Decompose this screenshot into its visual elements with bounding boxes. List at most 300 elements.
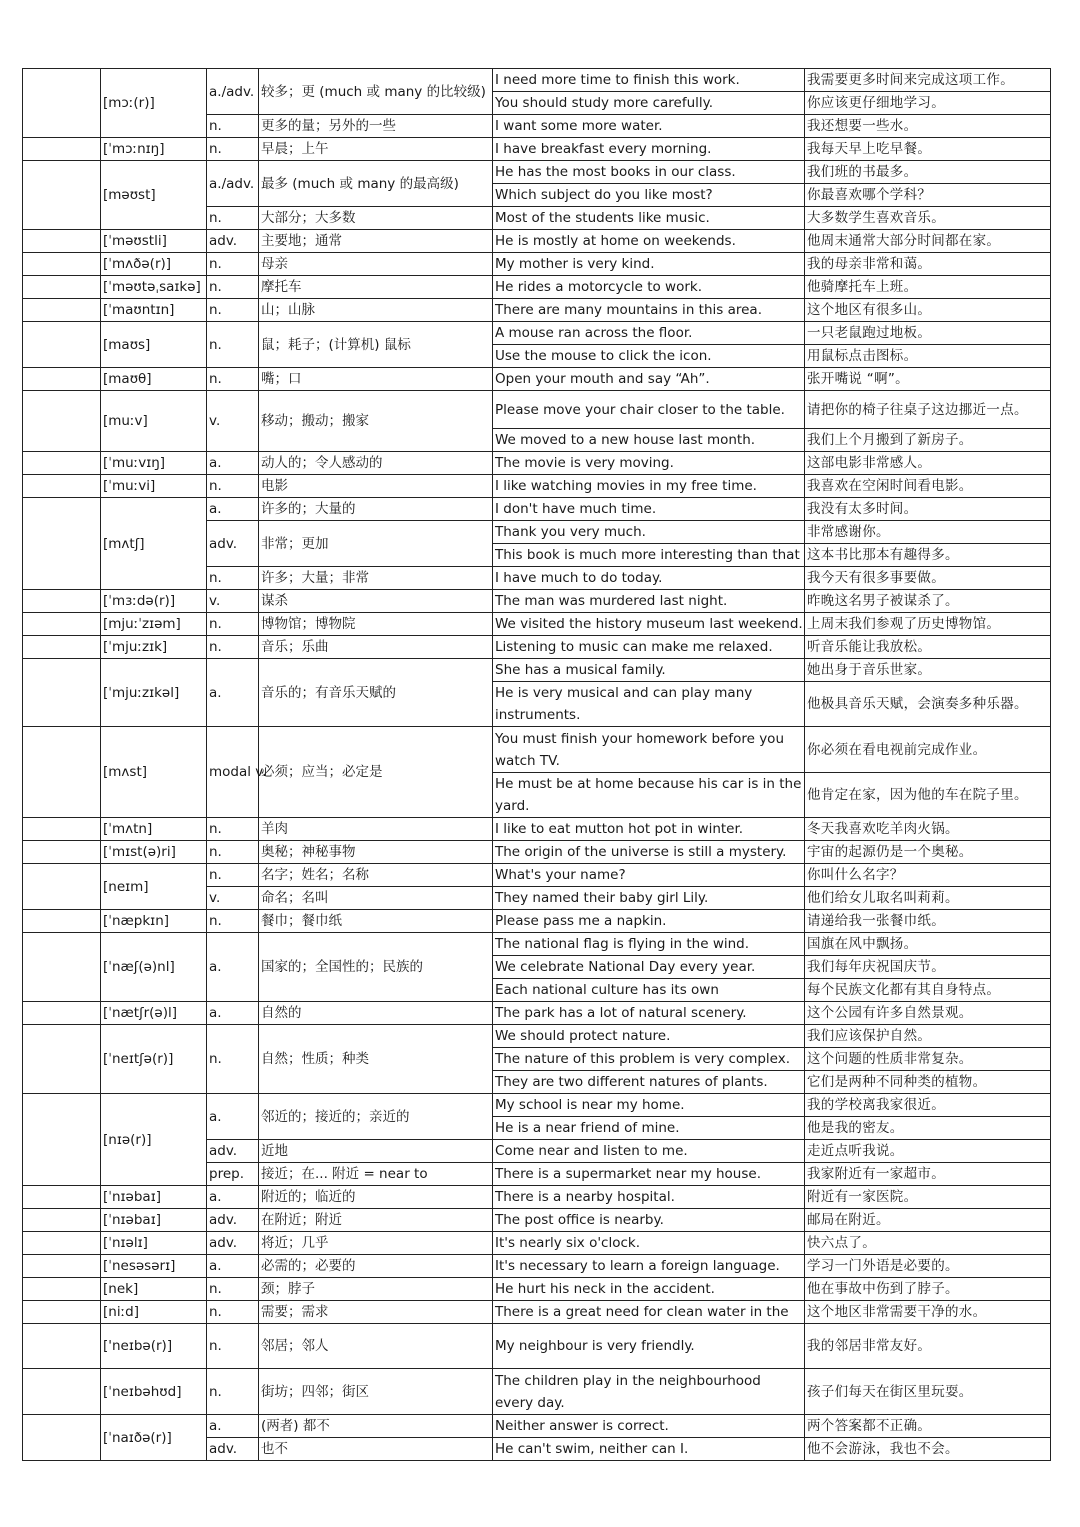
phonetic-cell: [nek] bbox=[101, 1278, 207, 1301]
part-of-speech-cell: n. bbox=[207, 864, 259, 887]
word-cell bbox=[23, 910, 101, 933]
vocabulary-table-body bbox=[23, 69, 1051, 1461]
example-chinese-cell: 他不会游泳，我也不会。 bbox=[805, 1438, 1051, 1461]
example-chinese-cell: 两个答案都不正确。 bbox=[805, 1415, 1051, 1438]
example-english-cell: The children play in the neighbourhood every day. bbox=[493, 1369, 805, 1415]
example-english-cell: I like to eat mutton hot pot in winter. bbox=[493, 818, 805, 841]
word-cell bbox=[23, 864, 101, 910]
table-row bbox=[23, 161, 1051, 184]
table-row bbox=[23, 1255, 1051, 1278]
definition-cell: 餐巾；餐巾纸 bbox=[259, 910, 493, 933]
phonetic-cell: [ˈnæʃ(ə)nl] bbox=[101, 933, 207, 1002]
example-chinese-cell: 国旗在风中飘扬。 bbox=[805, 933, 1051, 956]
table-row bbox=[23, 1301, 1051, 1324]
phonetic-cell: [ˈnɪəbaɪ] bbox=[101, 1209, 207, 1232]
table-row bbox=[23, 299, 1051, 322]
definition-cell: 自然；性质；种类 bbox=[259, 1025, 493, 1094]
table-row bbox=[23, 1002, 1051, 1025]
phonetic-cell: [ˈnɪəbaɪ] bbox=[101, 1186, 207, 1209]
example-english-cell: The post office is nearby. bbox=[493, 1209, 805, 1232]
example-chinese-cell: 我的邻居非常友好。 bbox=[805, 1324, 1051, 1369]
example-english-cell: My mother is very kind. bbox=[493, 253, 805, 276]
definition-cell: 移动；搬动；搬家 bbox=[259, 391, 493, 452]
table-row bbox=[23, 230, 1051, 253]
word-cell bbox=[23, 253, 101, 276]
part-of-speech-cell: a. bbox=[207, 1002, 259, 1025]
phonetic-cell: [ˈnaɪðə(r)] bbox=[101, 1415, 207, 1461]
example-chinese-cell: 这个公园有许多自然景观。 bbox=[805, 1002, 1051, 1025]
example-english-cell: The national flag is flying in the wind. bbox=[493, 933, 805, 956]
example-english-cell: They are two different natures of plants. bbox=[493, 1071, 805, 1094]
example-english-cell: Each national culture has its own bbox=[493, 979, 805, 1002]
definition-cell: 自然的 bbox=[259, 1002, 493, 1025]
table-row bbox=[23, 1094, 1051, 1117]
part-of-speech-cell: a. bbox=[207, 1186, 259, 1209]
part-of-speech-cell: a. bbox=[207, 659, 259, 727]
table-row bbox=[23, 1025, 1051, 1048]
table-row bbox=[23, 138, 1051, 161]
part-of-speech-cell: v. bbox=[207, 590, 259, 613]
definition-cell: 需要；需求 bbox=[259, 1301, 493, 1324]
phonetic-cell: [ˈnesəsərɪ] bbox=[101, 1255, 207, 1278]
example-english-cell: He is very musical and can play many instruments. bbox=[493, 682, 805, 727]
phonetic-cell: [ˈnæpkɪn] bbox=[101, 910, 207, 933]
part-of-speech-cell: adv. bbox=[207, 521, 259, 567]
word-cell bbox=[23, 590, 101, 613]
example-chinese-cell: 昨晚这名男子被谋杀了。 bbox=[805, 590, 1051, 613]
table-row bbox=[23, 498, 1051, 521]
definition-cell: 摩托车 bbox=[259, 276, 493, 299]
example-chinese-cell: 我还想要一些水。 bbox=[805, 115, 1051, 138]
part-of-speech-cell: n. bbox=[207, 368, 259, 391]
table-row bbox=[23, 475, 1051, 498]
example-chinese-cell: 我的学校离我家很近。 bbox=[805, 1094, 1051, 1117]
word-cell bbox=[23, 1209, 101, 1232]
example-english-cell: Thank you very much. bbox=[493, 521, 805, 544]
definition-cell: 必须；应当；必定是 bbox=[259, 727, 493, 818]
example-english-cell: He is a near friend of mine. bbox=[493, 1117, 805, 1140]
definition-cell: 非常；更加 bbox=[259, 521, 493, 567]
example-chinese-cell: 他周末通常大部分时间都在家。 bbox=[805, 230, 1051, 253]
word-cell bbox=[23, 1094, 101, 1186]
example-english-cell: They named their baby girl Lily. bbox=[493, 887, 805, 910]
example-chinese-cell: 他们给女儿取名叫莉莉。 bbox=[805, 887, 1051, 910]
example-english-cell: He has the most books in our class. bbox=[493, 161, 805, 184]
word-cell bbox=[23, 1369, 101, 1415]
example-english-cell: There is a supermarket near my house. bbox=[493, 1163, 805, 1186]
phonetic-cell: [ˈmɪst(ə)ri] bbox=[101, 841, 207, 864]
table-row bbox=[23, 1278, 1051, 1301]
phonetic-cell: ['neɪbə(r)] bbox=[101, 1324, 207, 1369]
phonetic-cell: [ˈməʊstli] bbox=[101, 230, 207, 253]
example-chinese-cell: 这个问题的性质非常复杂。 bbox=[805, 1048, 1051, 1071]
example-chinese-cell: 一只老鼠跑过地板。 bbox=[805, 322, 1051, 345]
example-english-cell: Please pass me a napkin. bbox=[493, 910, 805, 933]
table-row bbox=[23, 864, 1051, 887]
definition-cell: 名字；姓名；名称 bbox=[259, 864, 493, 887]
example-english-cell: He must be at home because his car is in the yard. bbox=[493, 773, 805, 818]
example-english-cell: Most of the students like music. bbox=[493, 207, 805, 230]
word-cell bbox=[23, 230, 101, 253]
example-english-cell: My neighbour is very friendly. bbox=[493, 1324, 805, 1369]
example-english-cell: It's necessary to learn a foreign language. bbox=[493, 1255, 805, 1278]
example-english-cell: We celebrate National Day every year. bbox=[493, 956, 805, 979]
definition-cell: 鼠；耗子；(计算机) 鼠标 bbox=[259, 322, 493, 368]
table-row bbox=[23, 1415, 1051, 1438]
table-row bbox=[23, 910, 1051, 933]
example-english-cell: I need more time to finish this work. bbox=[493, 69, 805, 92]
definition-cell: (两者) 都不 bbox=[259, 1415, 493, 1438]
phonetic-cell: [mjuːˈzɪəm] bbox=[101, 613, 207, 636]
example-chinese-cell: 这个地区有很多山。 bbox=[805, 299, 1051, 322]
table-row bbox=[23, 1209, 1051, 1232]
example-chinese-cell: 走近点听我说。 bbox=[805, 1140, 1051, 1163]
part-of-speech-cell: n. bbox=[207, 910, 259, 933]
phonetic-cell: [niːd] bbox=[101, 1301, 207, 1324]
example-english-cell: He hurt his neck in the accident. bbox=[493, 1278, 805, 1301]
table-row bbox=[23, 1186, 1051, 1209]
definition-cell: 山；山脉 bbox=[259, 299, 493, 322]
example-chinese-cell: 他肯定在家，因为他的车在院子里。 bbox=[805, 773, 1051, 818]
example-english-cell: You must finish your homework before you watch TV. bbox=[493, 727, 805, 773]
definition-cell: 较多；更 (much 或 many 的比较级) bbox=[259, 69, 493, 115]
part-of-speech-cell: n. bbox=[207, 253, 259, 276]
example-english-cell: Listening to music can make me relaxed. bbox=[493, 636, 805, 659]
phonetic-cell: [maʊs] bbox=[101, 322, 207, 368]
part-of-speech-cell: a. bbox=[207, 933, 259, 1002]
definition-cell: 电影 bbox=[259, 475, 493, 498]
example-english-cell: The park has a lot of natural scenery. bbox=[493, 1002, 805, 1025]
word-cell bbox=[23, 498, 101, 590]
word-cell bbox=[23, 138, 101, 161]
phonetic-cell: [ˈməʊtəˌsaɪkə] bbox=[101, 276, 207, 299]
phonetic-cell: [neɪm] bbox=[101, 864, 207, 910]
definition-cell: 音乐的；有音乐天赋的 bbox=[259, 659, 493, 727]
part-of-speech-cell: n. bbox=[207, 207, 259, 230]
part-of-speech-cell: a. bbox=[207, 498, 259, 521]
part-of-speech-cell: v. bbox=[207, 887, 259, 910]
part-of-speech-cell: modal v. bbox=[207, 727, 259, 818]
example-english-cell: There is a nearby hospital. bbox=[493, 1186, 805, 1209]
example-chinese-cell: 学习一门外语是必要的。 bbox=[805, 1255, 1051, 1278]
word-cell bbox=[23, 727, 101, 818]
example-english-cell: My school is near my home. bbox=[493, 1094, 805, 1117]
phonetic-cell: [maʊθ] bbox=[101, 368, 207, 391]
example-english-cell: Come near and listen to me. bbox=[493, 1140, 805, 1163]
example-chinese-cell: 大多数学生喜欢音乐。 bbox=[805, 207, 1051, 230]
part-of-speech-cell: n. bbox=[207, 475, 259, 498]
definition-cell: 更多的量；另外的一些 bbox=[259, 115, 493, 138]
example-english-cell: She has a musical family. bbox=[493, 659, 805, 682]
phonetic-cell: [ˈmuːvi] bbox=[101, 475, 207, 498]
example-english-cell: There are many mountains in this area. bbox=[493, 299, 805, 322]
definition-cell: 母亲 bbox=[259, 253, 493, 276]
example-chinese-cell: 你最喜欢哪个学科？ bbox=[805, 184, 1051, 207]
table-row bbox=[23, 368, 1051, 391]
example-english-cell: He can't swim, neither can I. bbox=[493, 1438, 805, 1461]
phonetic-cell: [muːv] bbox=[101, 391, 207, 452]
definition-cell: 最多 (much 或 many 的最高级) bbox=[259, 161, 493, 207]
example-english-cell: He rides a motorcycle to work. bbox=[493, 276, 805, 299]
part-of-speech-cell: adv. bbox=[207, 1209, 259, 1232]
phonetic-cell: [ˈnætʃr(ə)l] bbox=[101, 1002, 207, 1025]
word-cell bbox=[23, 368, 101, 391]
word-cell bbox=[23, 933, 101, 1002]
part-of-speech-cell: a. bbox=[207, 1094, 259, 1140]
phonetic-cell: [nɪə(r)] bbox=[101, 1094, 207, 1186]
example-chinese-cell: 张开嘴说 “啊”。 bbox=[805, 368, 1051, 391]
table-row bbox=[23, 1232, 1051, 1255]
table-row bbox=[23, 452, 1051, 475]
table-row bbox=[23, 1324, 1051, 1369]
word-cell bbox=[23, 161, 101, 230]
phonetic-cell: [məʊst] bbox=[101, 161, 207, 230]
example-chinese-cell: 这本书比那本有趣得多。 bbox=[805, 544, 1051, 567]
definition-cell: 街坊；四邻；街区 bbox=[259, 1369, 493, 1415]
part-of-speech-cell: n. bbox=[207, 613, 259, 636]
example-chinese-cell: 请把你的椅子往桌子这边挪近一点。 bbox=[805, 391, 1051, 429]
word-cell bbox=[23, 1232, 101, 1255]
definition-cell: 羊肉 bbox=[259, 818, 493, 841]
table-row bbox=[23, 276, 1051, 299]
part-of-speech-cell: a. bbox=[207, 452, 259, 475]
example-chinese-cell: 听音乐能让我放松。 bbox=[805, 636, 1051, 659]
table-row bbox=[23, 322, 1051, 345]
definition-cell: 邻居；邻人 bbox=[259, 1324, 493, 1369]
word-cell bbox=[23, 391, 101, 452]
example-chinese-cell: 他极具音乐天赋，会演奏多种乐器。 bbox=[805, 682, 1051, 727]
phonetic-cell: [ˈmɜːdə(r)] bbox=[101, 590, 207, 613]
part-of-speech-cell: a. bbox=[207, 1415, 259, 1438]
word-cell bbox=[23, 1278, 101, 1301]
example-english-cell: I have much to do today. bbox=[493, 567, 805, 590]
table-row bbox=[23, 253, 1051, 276]
word-cell bbox=[23, 69, 101, 138]
example-english-cell: We visited the history museum last weekend. bbox=[493, 613, 805, 636]
phonetic-cell: [mʌst] bbox=[101, 727, 207, 818]
definition-cell: 国家的；全国性的；民族的 bbox=[259, 933, 493, 1002]
table-row bbox=[23, 727, 1051, 773]
part-of-speech-cell: a./adv. bbox=[207, 161, 259, 207]
example-english-cell: The origin of the universe is still a mystery. bbox=[493, 841, 805, 864]
example-english-cell: Open your mouth and say “Ah”. bbox=[493, 368, 805, 391]
example-chinese-cell: 快六点了。 bbox=[805, 1232, 1051, 1255]
definition-cell: 主要地；通常 bbox=[259, 230, 493, 253]
part-of-speech-cell: adv. bbox=[207, 1140, 259, 1163]
table-row bbox=[23, 69, 1051, 92]
word-cell bbox=[23, 299, 101, 322]
phonetic-cell: [ˈmjuːzɪk] bbox=[101, 636, 207, 659]
example-english-cell: He is mostly at home on weekends. bbox=[493, 230, 805, 253]
table-row bbox=[23, 933, 1051, 956]
example-chinese-cell: 我没有太多时间。 bbox=[805, 498, 1051, 521]
word-cell bbox=[23, 452, 101, 475]
example-chinese-cell: 我每天早上吃早餐。 bbox=[805, 138, 1051, 161]
example-chinese-cell: 我的母亲非常和蔼。 bbox=[805, 253, 1051, 276]
word-cell bbox=[23, 276, 101, 299]
phonetic-cell: [ˈmʌðə(r)] bbox=[101, 253, 207, 276]
part-of-speech-cell: n. bbox=[207, 818, 259, 841]
word-cell bbox=[23, 1025, 101, 1094]
phonetic-cell: [ˈneɪtʃə(r)] bbox=[101, 1025, 207, 1094]
phonetic-cell: [ˈnɪəlɪ] bbox=[101, 1232, 207, 1255]
definition-cell: 在附近；附近 bbox=[259, 1209, 493, 1232]
example-chinese-cell: 我们上个月搬到了新房子。 bbox=[805, 429, 1051, 452]
example-english-cell: We moved to a new house last month. bbox=[493, 429, 805, 452]
part-of-speech-cell: n. bbox=[207, 1025, 259, 1094]
example-chinese-cell: 冬天我喜欢吃羊肉火锅。 bbox=[805, 818, 1051, 841]
phonetic-cell: [ˈmuːvɪŋ] bbox=[101, 452, 207, 475]
part-of-speech-cell: n. bbox=[207, 138, 259, 161]
example-english-cell: I want some more water. bbox=[493, 115, 805, 138]
example-english-cell: I have breakfast every morning. bbox=[493, 138, 805, 161]
word-cell bbox=[23, 636, 101, 659]
example-chinese-cell: 孩子们每天在街区里玩耍。 bbox=[805, 1369, 1051, 1415]
definition-cell: 也不 bbox=[259, 1438, 493, 1461]
word-cell bbox=[23, 1186, 101, 1209]
table-row bbox=[23, 659, 1051, 682]
definition-cell: 嘴；口 bbox=[259, 368, 493, 391]
table-row bbox=[23, 818, 1051, 841]
example-english-cell: Use the mouse to click the icon. bbox=[493, 345, 805, 368]
part-of-speech-cell: n. bbox=[207, 276, 259, 299]
example-chinese-cell: 上周末我们参观了历史博物馆。 bbox=[805, 613, 1051, 636]
example-chinese-cell: 这部电影非常感人。 bbox=[805, 452, 1051, 475]
example-english-cell: What's your name? bbox=[493, 864, 805, 887]
example-english-cell: I don't have much time. bbox=[493, 498, 805, 521]
word-cell bbox=[23, 322, 101, 368]
word-cell bbox=[23, 1002, 101, 1025]
part-of-speech-cell: adv. bbox=[207, 230, 259, 253]
part-of-speech-cell: v. bbox=[207, 391, 259, 452]
example-chinese-cell: 宇宙的起源仍是一个奥秘。 bbox=[805, 841, 1051, 864]
word-cell bbox=[23, 475, 101, 498]
definition-cell: 附近的；临近的 bbox=[259, 1186, 493, 1209]
word-cell bbox=[23, 1255, 101, 1278]
example-english-cell: Which subject do you like most? bbox=[493, 184, 805, 207]
example-english-cell: We should protect nature. bbox=[493, 1025, 805, 1048]
example-chinese-cell: 你叫什么名字？ bbox=[805, 864, 1051, 887]
phonetic-cell: [ˈmjuːzɪkəl] bbox=[101, 659, 207, 727]
part-of-speech-cell: n. bbox=[207, 1324, 259, 1369]
part-of-speech-cell: a. bbox=[207, 1255, 259, 1278]
part-of-speech-cell: adv. bbox=[207, 1438, 259, 1461]
word-cell bbox=[23, 1324, 101, 1369]
example-chinese-cell: 他在事故中伤到了脖子。 bbox=[805, 1278, 1051, 1301]
word-cell bbox=[23, 818, 101, 841]
example-english-cell: This book is much more interesting than that bbox=[493, 544, 805, 567]
word-cell bbox=[23, 659, 101, 727]
definition-cell: 颈；脖子 bbox=[259, 1278, 493, 1301]
word-cell bbox=[23, 1415, 101, 1461]
definition-cell: 许多；大量；非常 bbox=[259, 567, 493, 590]
phonetic-cell: [ˈneɪbəhʊd] bbox=[101, 1369, 207, 1415]
definition-cell: 必需的；必要的 bbox=[259, 1255, 493, 1278]
table-row bbox=[23, 636, 1051, 659]
example-chinese-cell: 我们每年庆祝国庆节。 bbox=[805, 956, 1051, 979]
part-of-speech-cell: a./adv. bbox=[207, 69, 259, 115]
example-chinese-cell: 我今天有很多事要做。 bbox=[805, 567, 1051, 590]
example-english-cell: Neither answer is correct. bbox=[493, 1415, 805, 1438]
part-of-speech-cell: n. bbox=[207, 567, 259, 590]
word-cell bbox=[23, 613, 101, 636]
part-of-speech-cell: prep. bbox=[207, 1163, 259, 1186]
example-chinese-cell: 我喜欢在空闲时间看电影。 bbox=[805, 475, 1051, 498]
example-english-cell: There is a great need for clean water in the bbox=[493, 1301, 805, 1324]
example-chinese-cell: 邮局在附近。 bbox=[805, 1209, 1051, 1232]
phonetic-cell: [ˈmaʊntɪn] bbox=[101, 299, 207, 322]
part-of-speech-cell: n. bbox=[207, 1369, 259, 1415]
definition-cell: 博物馆；博物院 bbox=[259, 613, 493, 636]
table-row bbox=[23, 613, 1051, 636]
definition-cell: 近地 bbox=[259, 1140, 493, 1163]
phonetic-cell: [mɔː(r)] bbox=[101, 69, 207, 138]
definition-cell: 许多的；大量的 bbox=[259, 498, 493, 521]
part-of-speech-cell: n. bbox=[207, 636, 259, 659]
example-english-cell: A mouse ran across the floor. bbox=[493, 322, 805, 345]
example-chinese-cell: 他是我的密友。 bbox=[805, 1117, 1051, 1140]
example-chinese-cell: 你应该更仔细地学习。 bbox=[805, 92, 1051, 115]
example-chinese-cell: 非常感谢你。 bbox=[805, 521, 1051, 544]
example-chinese-cell: 我家附近有一家超市。 bbox=[805, 1163, 1051, 1186]
example-chinese-cell: 它们是两种不同种类的植物。 bbox=[805, 1071, 1051, 1094]
vocabulary-table bbox=[22, 68, 1051, 1461]
example-chinese-cell: 我需要更多时间来完成这项工作。 bbox=[805, 69, 1051, 92]
definition-cell: 将近；几乎 bbox=[259, 1232, 493, 1255]
example-chinese-cell: 我们应该保护自然。 bbox=[805, 1025, 1051, 1048]
definition-cell: 命名；名叫 bbox=[259, 887, 493, 910]
example-chinese-cell: 他骑摩托车上班。 bbox=[805, 276, 1051, 299]
part-of-speech-cell: adv. bbox=[207, 1232, 259, 1255]
phonetic-cell: [mʌtʃ] bbox=[101, 498, 207, 590]
example-chinese-cell: 用鼠标点击图标。 bbox=[805, 345, 1051, 368]
table-row bbox=[23, 391, 1051, 429]
table-row bbox=[23, 841, 1051, 864]
table-row bbox=[23, 590, 1051, 613]
example-english-cell: It's nearly six o'clock. bbox=[493, 1232, 805, 1255]
example-chinese-cell: 你必须在看电视前完成作业。 bbox=[805, 727, 1051, 773]
part-of-speech-cell: n. bbox=[207, 322, 259, 368]
example-english-cell: The movie is very moving. bbox=[493, 452, 805, 475]
example-english-cell: Please move your chair closer to the table. bbox=[493, 391, 805, 429]
part-of-speech-cell: n. bbox=[207, 115, 259, 138]
example-chinese-cell: 附近有一家医院。 bbox=[805, 1186, 1051, 1209]
phonetic-cell: [ˈmɔːnɪŋ] bbox=[101, 138, 207, 161]
definition-cell: 动人的；令人感动的 bbox=[259, 452, 493, 475]
word-cell bbox=[23, 841, 101, 864]
definition-cell: 谋杀 bbox=[259, 590, 493, 613]
example-english-cell: The man was murdered last night. bbox=[493, 590, 805, 613]
example-chinese-cell: 我们班的书最多。 bbox=[805, 161, 1051, 184]
definition-cell: 大部分；大多数 bbox=[259, 207, 493, 230]
part-of-speech-cell: n. bbox=[207, 1278, 259, 1301]
definition-cell: 奥秘；神秘事物 bbox=[259, 841, 493, 864]
example-english-cell: The nature of this problem is very complex. bbox=[493, 1048, 805, 1071]
example-chinese-cell: 每个民族文化都有其自身特点。 bbox=[805, 979, 1051, 1002]
example-chinese-cell: 她出身于音乐世家。 bbox=[805, 659, 1051, 682]
part-of-speech-cell: n. bbox=[207, 1301, 259, 1324]
word-cell bbox=[23, 1301, 101, 1324]
part-of-speech-cell: n. bbox=[207, 299, 259, 322]
example-chinese-cell: 请递给我一张餐巾纸。 bbox=[805, 910, 1051, 933]
definition-cell: 音乐；乐曲 bbox=[259, 636, 493, 659]
example-english-cell: You should study more carefully. bbox=[493, 92, 805, 115]
phonetic-cell: [ˈmʌtn] bbox=[101, 818, 207, 841]
definition-cell: 早晨；上午 bbox=[259, 138, 493, 161]
example-english-cell: I like watching movies in my free time. bbox=[493, 475, 805, 498]
example-chinese-cell: 这个地区非常需要干净的水。 bbox=[805, 1301, 1051, 1324]
part-of-speech-cell: n. bbox=[207, 841, 259, 864]
